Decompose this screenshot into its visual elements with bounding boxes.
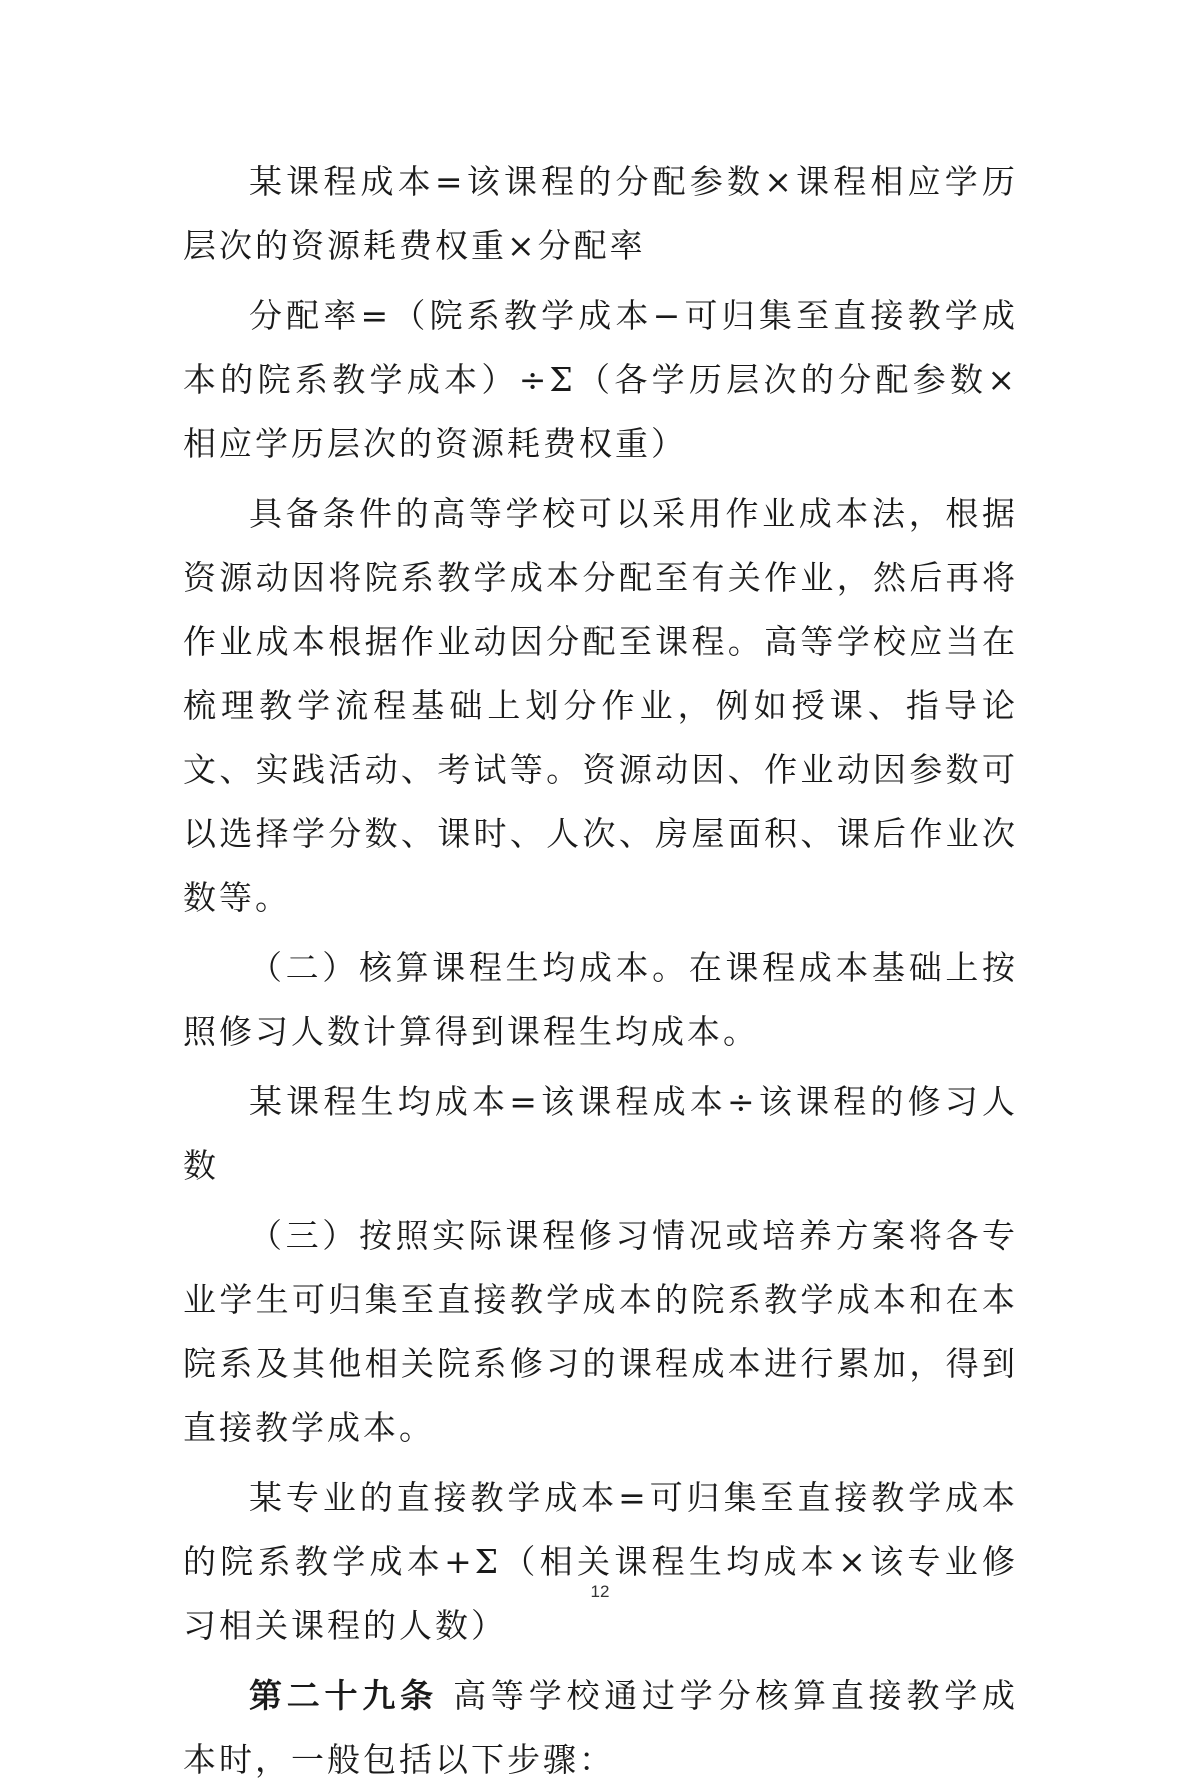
formula-per-student-cost: 某课程生均成本=该课程成本÷该课程的修习人数 [183, 1082, 1018, 1185]
formula-direct-teaching-cost: 某专业的直接教学成本=可归集至直接教学成本的院系教学成本+Σ（相关课程生均成本×该专业修习相关课程的人数） [183, 1478, 1018, 1645]
document-body [183, 150, 1018, 1792]
formula-allocation-rate: 分配率=（院系教学成本−可归集至直接教学成本的院系教学成本）÷Σ（各学历层次的分配参数×相应学历层次的资源耗费权重） [183, 296, 1018, 463]
page-number: 12 [590, 1582, 610, 1601]
paragraph-activity-costing: 具备条件的高等学校可以采用作业成本法，根据资源动因将院系教学成本分配至有关作业，然后再将作业成本根据作业动因分配至课程。高等学校应当在梳理教学流程基础上划分作业，例如授课、指导论文、实践活动、考试等。资源动因、作业动因参数可以选择学分数、课时、人次、房屋面积、课后作业次数等。 [183, 494, 1018, 917]
paragraph-per-student-cost: （二）核算课程生均成本。在课程成本基础上按照修习人数计算得到课程生均成本。 [183, 948, 1018, 1051]
formula-course-cost: 某课程成本=该课程的分配参数×课程相应学历层次的资源耗费权重×分配率 [183, 162, 1018, 265]
article-paragraph [183, 1664, 1018, 1792]
article-number: 第二十九条 [249, 1676, 438, 1715]
article-text: 高等学校通过学分核算直接教学成本时，一般包括以下步骤： [183, 1676, 1018, 1779]
paragraph-direct-cost-accumulation: （三）按照实际课程修习情况或培养方案将各专业学生可归集至直接教学成本的院系教学成本和在本院系及其他相关院系修习的课程成本进行累加，得到直接教学成本。 [183, 1216, 1018, 1447]
